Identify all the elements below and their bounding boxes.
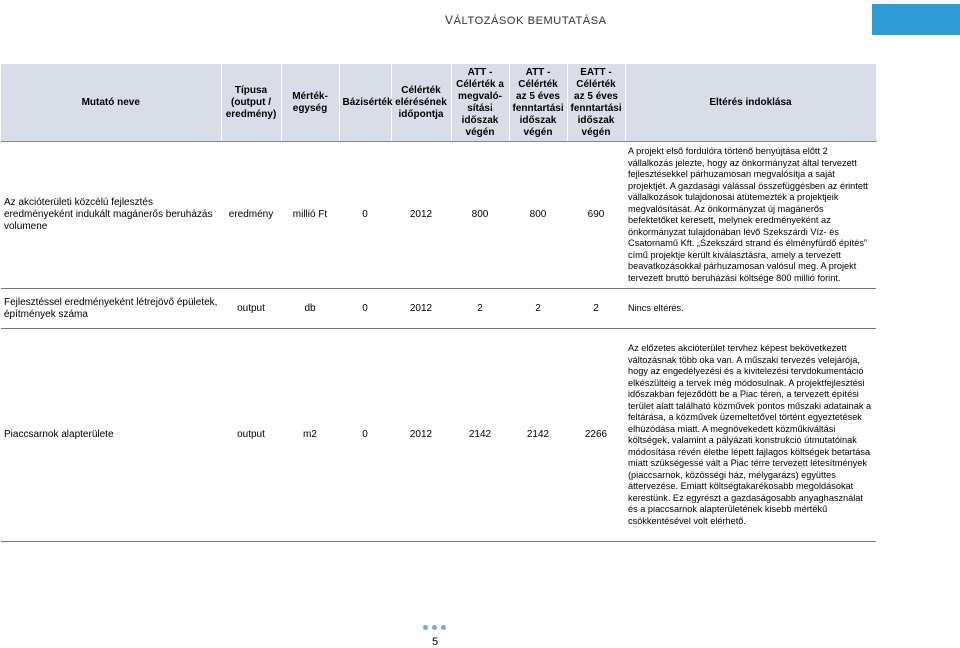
cell-indicator-name: Az akcióterületi közcélú fejlesztés eredményeként indukált magánerős beruházás volumene [1,142,221,289]
cell-base: 0 [339,142,391,289]
cell-base: 0 [339,289,391,329]
cell-year: 2012 [391,142,451,289]
cell-unit: db [281,289,339,329]
cell-att2: 2 [509,289,567,329]
cell-eatt: 2 [567,289,625,329]
cell-explanation: Nincs eltérés. [625,289,876,329]
footer-dot [441,625,446,630]
cell-unit: millió Ft [281,142,339,289]
cell-year: 2012 [391,289,451,329]
col-header-att1: ATT - Célérték a megvaló-sítási időszak végén [451,64,509,142]
indicator-table [1,64,877,542]
cell-type: output [221,329,281,542]
cell-att1: 2 [451,289,509,329]
cell-base: 0 [339,329,391,542]
cell-year: 2012 [391,329,451,542]
header-accent-box [872,4,960,35]
header-title-rest: ÁLTOZÁSOK BEMUTATÁSA [453,15,607,27]
cell-indicator-name: Piaccsarnok alapterülete [1,329,221,542]
col-header-explanation: Eltérés indoklása [625,64,876,142]
cell-att1: 800 [451,142,509,289]
footer-dot [432,625,437,630]
table-row [1,142,876,289]
cell-att2: 2142 [509,329,567,542]
cell-att1: 2142 [451,329,509,542]
cell-att2: 800 [509,142,567,289]
col-header-type: Típusa (output / eredmény) [221,64,281,142]
col-header-unit: Mérték-egység [281,64,339,142]
col-header-att2: ATT - Célérték az 5 éves fenntartási időszak végén [509,64,567,142]
table-header-row [1,64,876,142]
table-row [1,289,876,329]
cell-eatt: 690 [567,142,625,289]
page-header-title [445,13,607,27]
cell-type: output [221,289,281,329]
footer-dots-decoration [423,625,453,631]
cell-explanation: Az előzetes akcióterület tervhez képest bekövetkezett változásnak több oka van. A műszaki tervezés velejárója, hogy az engedélyezési és a kivitelezési tervdokumentáció elkészültéig a tervek még módosulnak. A projektfejlesztési időszakban fejeződött be a Piac téren, a tervezett építési terület alatt található közművek pontos műszaki adatainak a feltárása, a közművek üzemeltetővel történt egyeztetések elhúzódása miatt. A megnövekedett közműkiváltási költségek, valamint a pályázati konstrukció útmutatóinak módosítása révén életbe lépett fajlagos költségek betartása miatt szükségessé vált a Piac térre tervezett létesítmények (piaccsarnok, közösségi ház, mélygarázs) együttes áttervezése. Emiatt költségtakarékosabb megoldásokat kerestünk. Ez egyrészt a gazdaságosabb anyaghasználat és a piaccsarnok alapterületének kisebb mértékű csökkentésével volt elérhető. [625,329,876,542]
cell-indicator-name: Fejlesztéssel eredményeként létrejövő épületek, építmények száma [1,289,221,329]
cell-type: eredmény [221,142,281,289]
footer-dot [423,625,428,630]
table-row [1,329,876,542]
header-title-initial: V [445,13,454,27]
col-header-year: Célérték elérésének időpontja [391,64,451,142]
cell-eatt: 2266 [567,329,625,542]
cell-explanation: A projekt első fordulóra történő benyújtása előtt 2 vállalkozás jelezte, hogy az önkormányzat által tervezett fejlesztésekkel párhuzamosan megvalósítja a saját projektjét. A gazdasági válással összefüggésben az érintett vállalkozások tulajdonosai átütemezték a projektjeik megvalósítását. Az önkormányzat új magánerős befektetőket keresett, melynek eredményeként az önkormányzat tulajdonában lévő Szekszárdi Víz- és Csatornamű Kft. „Szekszárd strand és élményfürdő építés” című projektje került kiválasztásra, amely a tervezett beavatkozásokkal párhuzamosan valósul meg. A projekt tervezett bruttó beruházási költsége 800 millió forint. [625,142,876,289]
page-number: 5 [432,636,439,648]
col-header-name: Mutató neve [1,64,221,142]
cell-unit: m2 [281,329,339,542]
col-header-eatt: EATT - Célérték az 5 éves fenntartási időszak végén [567,64,625,142]
col-header-base: Bázisérték [339,64,391,142]
